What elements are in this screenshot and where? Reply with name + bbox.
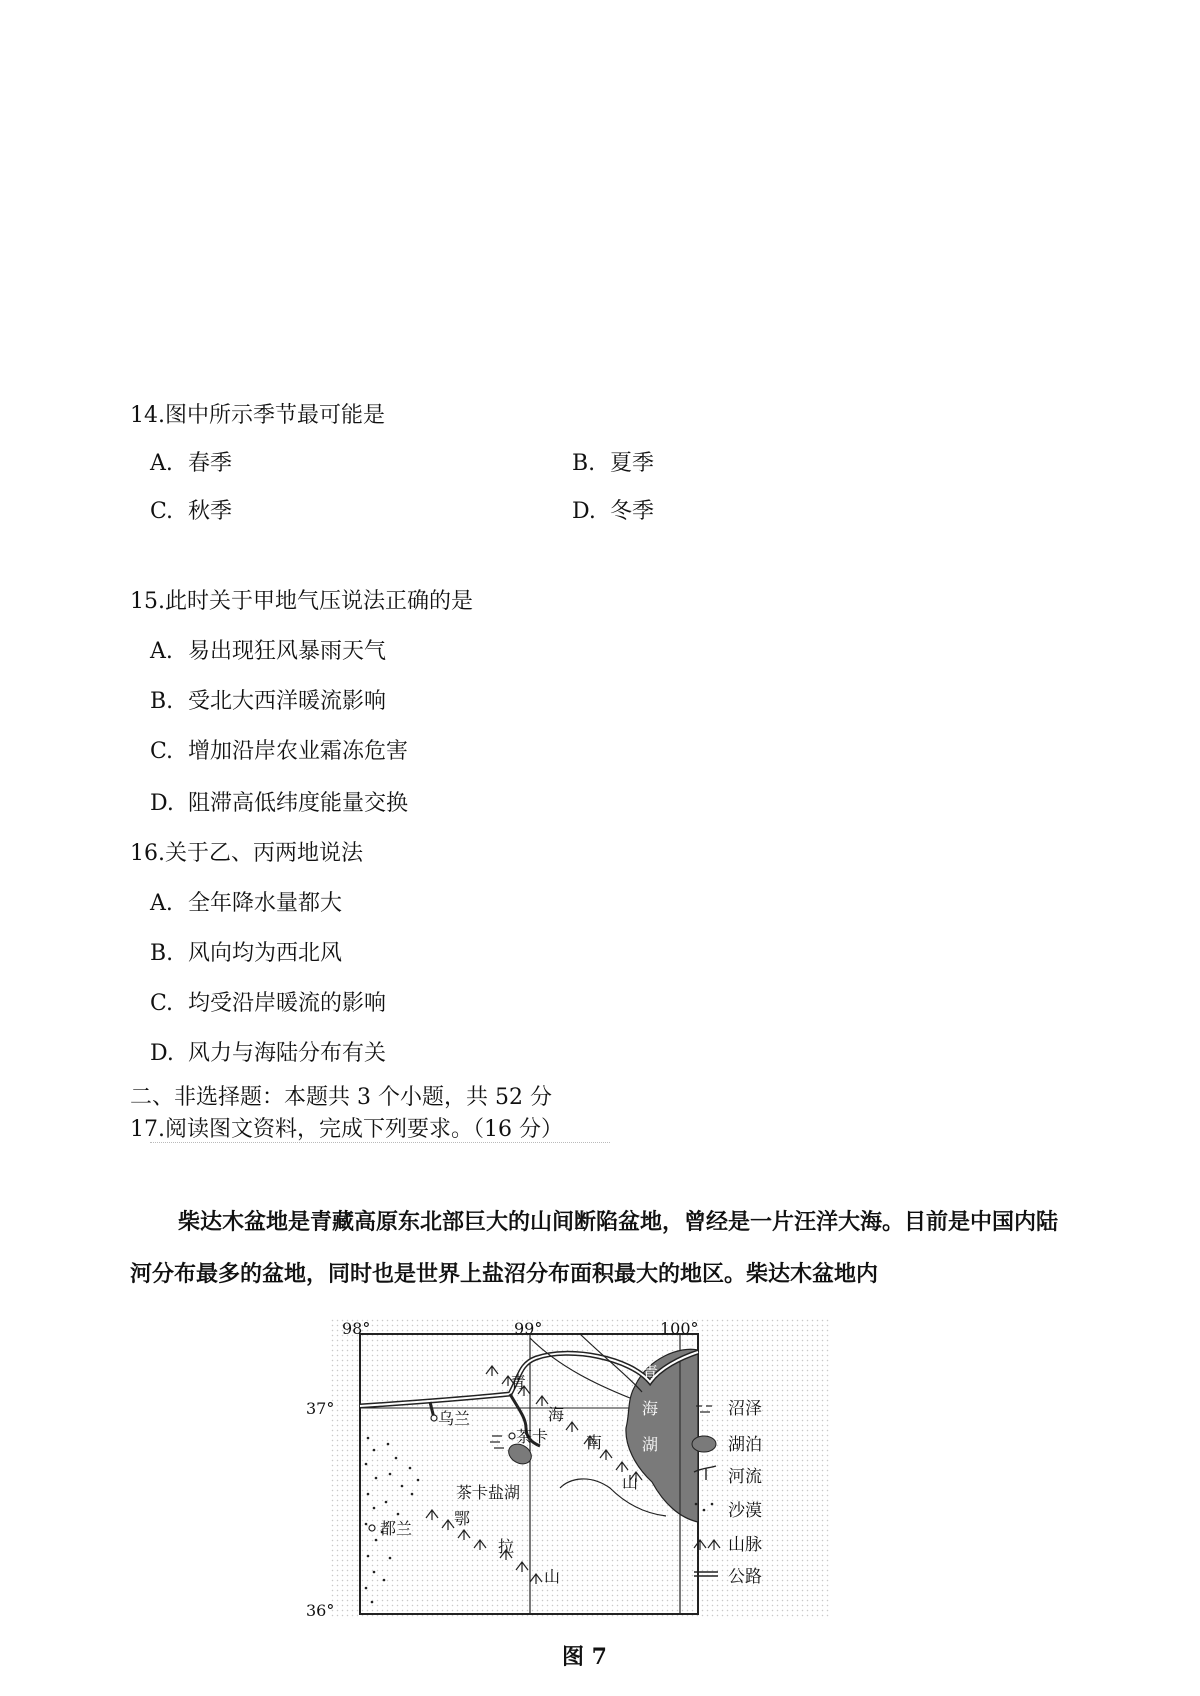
lake-char-3: 湖 — [642, 1435, 659, 1454]
q16-option-a — [150, 886, 342, 917]
legend-river-label: 河流 — [728, 1467, 762, 1487]
option-text: 风向均为西北风 — [188, 941, 343, 966]
chaka-lake-label: 茶卡盐湖 — [456, 1483, 521, 1502]
map-legend — [692, 1399, 762, 1587]
option-text: 易出现狂风暴雨天气 — [188, 639, 387, 664]
ela-shan-range — [426, 1510, 542, 1584]
q16-option-b — [150, 936, 342, 967]
nanshan-char-1: 青 — [510, 1373, 527, 1392]
q15-option-a — [150, 634, 386, 665]
q14-option-d — [572, 494, 654, 525]
dulan-point — [369, 1525, 375, 1531]
qinghai-lake — [626, 1349, 698, 1522]
nanshan-char-3: 南 — [586, 1433, 603, 1452]
lat-36-label: 36° — [306, 1601, 335, 1620]
option-letter: A. — [150, 451, 173, 476]
option-letter: C. — [150, 499, 174, 524]
chaka-label: 茶卡 — [516, 1427, 549, 1446]
q14-option-b — [572, 446, 654, 477]
option-letter: A. — [150, 639, 173, 664]
legend-lake-label: 湖泊 — [728, 1435, 762, 1455]
option-text: 夏季 — [610, 451, 655, 476]
question-15-stem: 15.此时关于甲地气压说法正确的是 — [130, 589, 473, 614]
option-letter: C. — [150, 991, 174, 1016]
map-figure — [306, 1318, 830, 1620]
lon-98-label: 98° — [342, 1319, 371, 1338]
lat-37-label: 37° — [306, 1399, 335, 1418]
option-text: 风力与海陆分布有关 — [188, 1041, 387, 1066]
option-text: 阻滞高低纬度能量交换 — [188, 791, 409, 816]
legend-marsh-label: 沼泽 — [728, 1399, 762, 1419]
option-letter: C. — [150, 739, 174, 764]
question-16-stem: 16.关于乙、丙两地说法 — [130, 841, 363, 866]
chaka-point — [509, 1433, 515, 1439]
q14-option-c — [150, 494, 232, 525]
option-text: 均受沿岸暖流的影响 — [188, 991, 387, 1016]
option-text: 秋季 — [188, 499, 233, 524]
option-letter: A. — [150, 891, 173, 916]
lon-99-label: 99° — [514, 1319, 543, 1338]
divider — [150, 1142, 610, 1143]
q15-option-d — [150, 786, 408, 817]
wulan-label: 乌兰 — [438, 1409, 471, 1428]
legend-lake-icon — [692, 1436, 716, 1452]
option-letter: B. — [150, 689, 174, 714]
option-text: 全年降水量都大 — [188, 891, 343, 916]
option-text: 受北大西洋暖流影响 — [188, 689, 387, 714]
q16-option-c — [150, 986, 386, 1017]
option-letter: D. — [150, 791, 174, 816]
section-heading: 二、非选择题：本题共 3 个小题，共 52 分 — [130, 1085, 552, 1110]
question-14-stem: 14.图中所示季节最可能是 — [130, 403, 385, 428]
option-letter: D. — [150, 1041, 174, 1066]
figure-caption: 图 7 — [562, 1644, 607, 1670]
legend-desert-label: 沙漠 — [728, 1501, 762, 1521]
ela-char-2: 拉 — [498, 1537, 515, 1556]
river-1 — [530, 1338, 630, 1398]
option-letter: B. — [572, 451, 596, 476]
q16-option-d — [150, 1036, 386, 1067]
river-3 — [560, 1479, 666, 1516]
nanshan-char-2: 海 — [548, 1405, 565, 1424]
marsh-symbol — [490, 1436, 504, 1448]
wulan-point — [431, 1415, 437, 1421]
ela-char-3: 山 — [544, 1567, 561, 1586]
option-letter: B. — [150, 941, 174, 966]
q15-option-c — [150, 734, 408, 765]
option-text: 增加沿岸农业霜冻危害 — [188, 739, 409, 764]
ela-char-1: 鄂 — [454, 1509, 471, 1528]
legend-mountain-label: 山脉 — [728, 1535, 762, 1555]
option-text: 冬季 — [610, 499, 655, 524]
question-17-stem: 17.阅读图文资料，完成下列要求。（16 分） — [130, 1117, 563, 1142]
q14-option-a — [150, 446, 232, 477]
river-2 — [580, 1334, 642, 1392]
legend-road-label: 公路 — [728, 1567, 762, 1587]
lake-char-1: 青 — [642, 1363, 659, 1382]
q15-option-b — [150, 684, 386, 715]
option-letter: D. — [572, 499, 596, 524]
passage: 柴达木盆地是青藏高原东北部巨大的山间断陷盆地，曾经是一片汪洋大海。目前是中国内陆河分布最多的盆地，同时也是世界上盐沼分布面积最大的地区。柴达木盆地内 — [130, 1209, 1059, 1287]
lake-char-2: 海 — [642, 1399, 659, 1418]
nanshan-char-4: 山 — [622, 1473, 639, 1492]
option-text: 春季 — [188, 451, 233, 476]
dulan-label: 都兰 — [380, 1519, 413, 1538]
lon-100-label: 100° — [660, 1319, 699, 1338]
